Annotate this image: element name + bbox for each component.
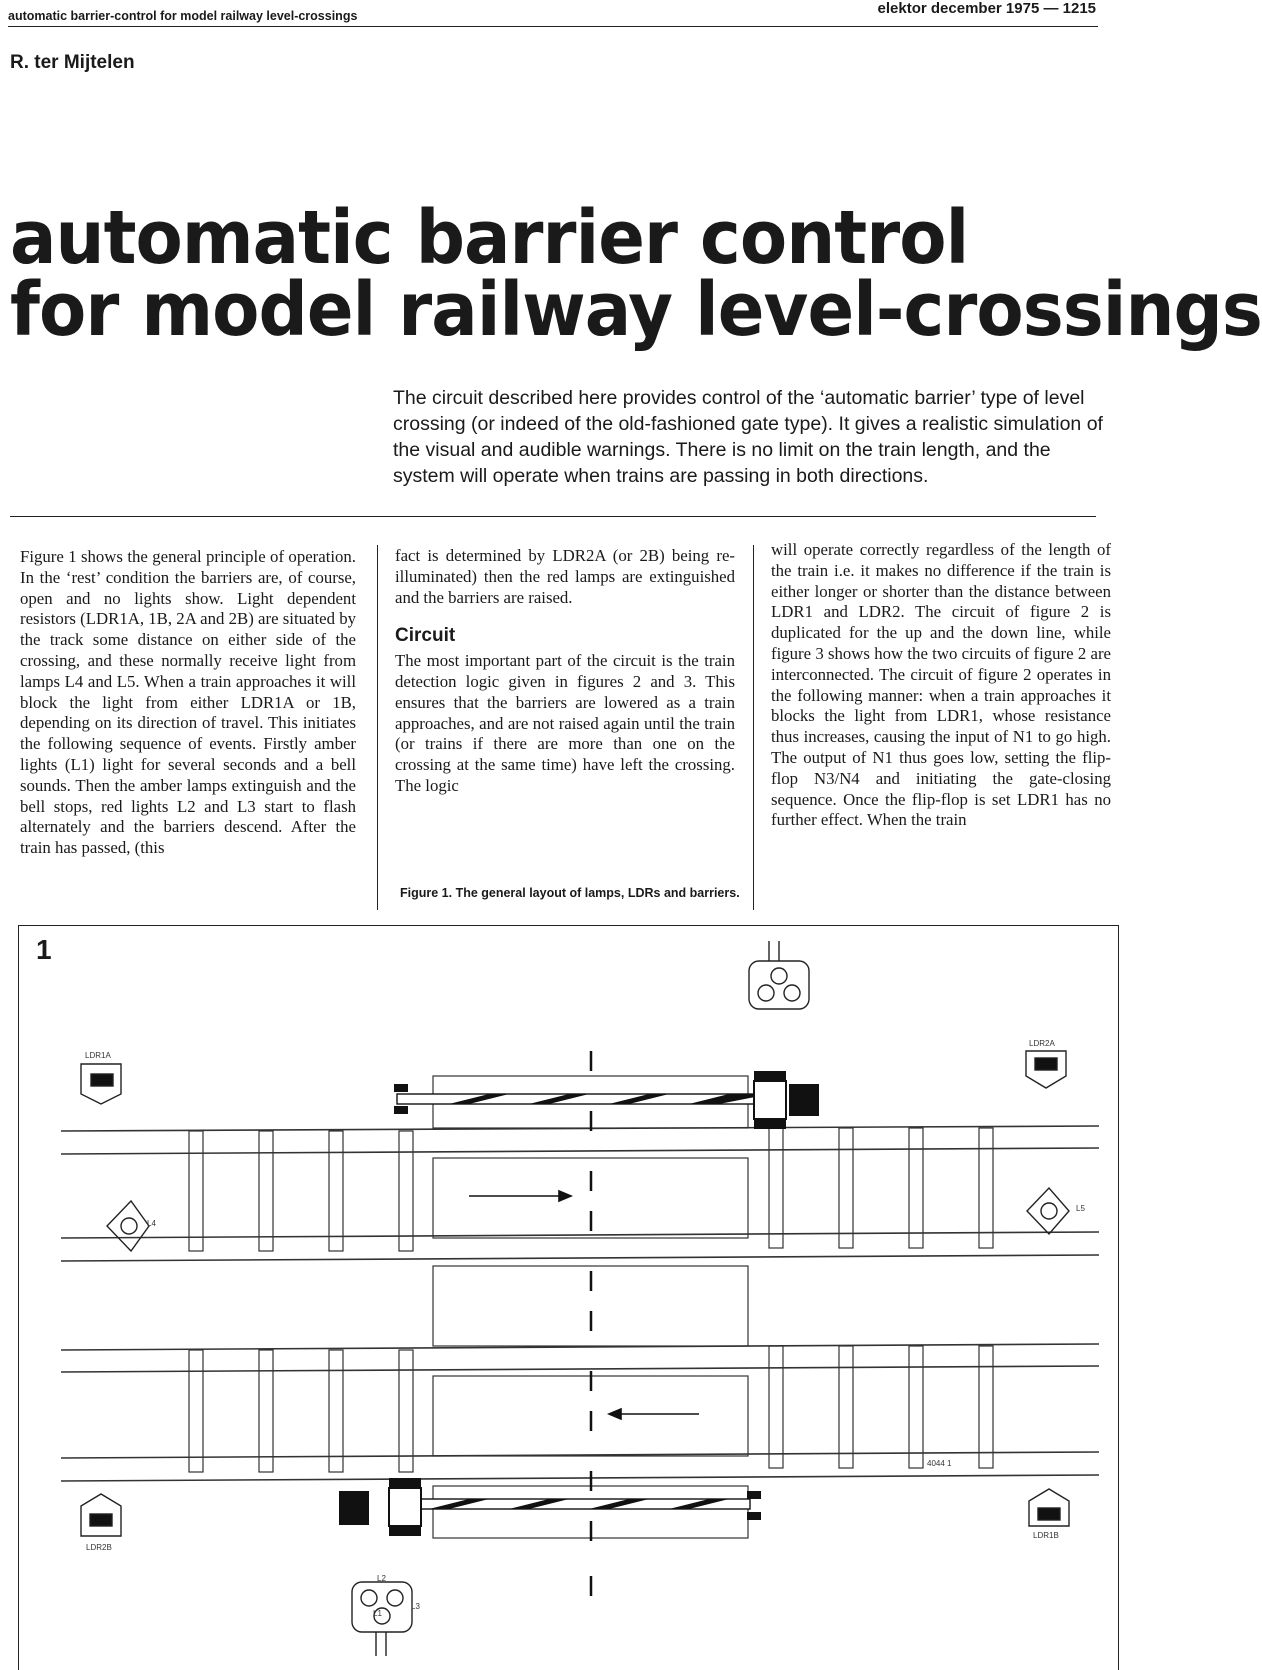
crossing-layout-svg [19,926,1118,1670]
intro-paragraph: The circuit described here provides control of the ‘automatic barrier’ type of level crossing (or indeed of the old-fashioned gate type). It gives a realistic simulation of the visual and audible warnings. There is no limit on the train length, and the system will operate when trains are passing in both directions. [393,387,1103,487]
lamp-l4 [107,1201,149,1251]
body-column-1: Figure 1 shows the general principle of operation. In the ‘rest’ condition the barriers are, of course, open and no lights show. Light dependent resistors (LDR1A, 1B, 2A and 2B) are situated by the track some distance on either side of the crossing, and these normally receive light from lamps L4 and L5. When a train approaches it will block the light from either LDR1A or 1B, depending on its direction of travel. This initiates the following sequence of events. Firstly amber lights (L1) light for several seconds and a bell sounds. Then the amber lamps extinguish and the bell stops, red lights L2 and L3 start to flash alternately and the barriers descend. After the train has passed, (this [20,547,356,858]
body-column-2 [395,546,735,797]
barrier-top [394,1071,819,1129]
intro-rule [10,516,1096,517]
label-l4: L4 [147,1219,156,1228]
crossing-panels [433,1076,748,1538]
col2-circuit-paragraph: The most important part of the circuit is the train detection logic given in figures 2 and 3. This ensures that the barriers are lowered as a train approaches, and are not raised again until the train (or trains if there are more than one on the crossing at the same time) have left the crossing. The logic [395,651,735,795]
figure-code: 4044 1 [927,1459,952,1468]
ldr2b-sensor [81,1494,121,1536]
col2-paragraph: fact is determined by LDR2A (or 2B) being re-illuminated) then the red lamps are extinguished and the barriers are raised. [395,546,735,607]
label-l2: L2 [377,1574,386,1583]
track-rails [61,1126,1099,1481]
article-title [10,195,1262,353]
direction-arrows [469,1191,699,1419]
column-divider [753,545,754,910]
title-line-2: for model railway level-crossings [10,267,1262,353]
figure-number: 1 [36,934,52,965]
lamp-box-l2-l3-top [749,941,809,1009]
section-heading-circuit: Circuit [395,625,456,647]
figure-1-diagram [18,925,1119,1670]
ldr2a-sensor [1026,1051,1066,1088]
barrier-bottom [339,1478,761,1536]
label-l1: L1 [373,1609,382,1618]
running-header-title: automatic barrier-control for model railway level-crossings [8,9,358,23]
figure-caption: Figure 1. The general layout of lamps, LDRs and barriers. [400,886,740,900]
label-ldr2b: LDR2B [86,1543,112,1552]
ldr1a-sensor [81,1064,121,1104]
lamp-box-l1-l2-l3-bottom [352,1582,412,1656]
lamp-l5 [1027,1188,1069,1234]
label-l3: L3 [411,1602,420,1611]
header-rule [8,26,1098,27]
label-l5: L5 [1076,1204,1085,1213]
running-header-issue: elektor december 1975 — 1215 [877,0,1096,17]
body-column-3: will operate correctly regardless of the length of the train i.e. it makes no difference if the train is either longer or shorter than the distance between LDR1 and LDR2. The circuit of figure 2 is duplicated for the up and the down line, while figure 3 shows how the two circuits of figure 2 are interconnected. The circuit of figure 2 operates in the following manner: when a train approaches it blocks the light from LDR1, whose resistance thus increases, causing the input of N1 to go high. The output of N1 thus goes low, setting the flip-flop N3/N4 and initiating the gate-closing sequence. Once the flip-flop is set LDR1 has no further effect. When the train [771,540,1111,830]
label-ldr2a: LDR2A [1029,1039,1055,1048]
label-ldr1b: LDR1B [1033,1531,1059,1540]
ldr1b-sensor [1029,1489,1069,1526]
label-ldr1a: LDR1A [85,1051,111,1060]
title-line-1: automatic barrier control [10,195,969,281]
author: R. ter Mijtelen [10,52,135,73]
column-divider [377,545,378,910]
